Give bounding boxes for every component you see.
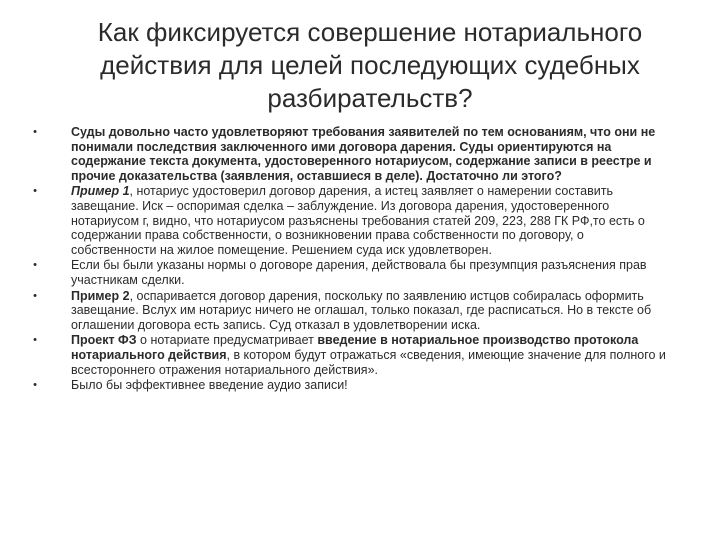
bullet-text: Суды довольно часто удовлетворяют требования заявителей по тем основаниям, что они не понимали последствия заключенного ими договора дарения. Суды ориентируются на содержание текста документа, удостоверенного нотариусом, содержание записи в реестре и прочие доказательства (заявления, оставшиеся в деле). Достаточно ли этого? — [71, 125, 656, 183]
bullet-dot-icon: • — [33, 334, 37, 347]
example-label: Пример 2 — [71, 288, 130, 303]
bullet-dot-icon: • — [33, 379, 37, 392]
bullet-text: , оспаривается договор дарения, поскольку по заявлению истцов собиралась оформить завещание. Вслух им нотариус ничего не оглашал, только показал, где расписаться. Но в тексте об оглашении договора есть запись. Суд отказал в удовлетворении иска. — [71, 288, 652, 332]
emphasized-text: введение в нотариальное производство протокола нотариального действия — [71, 333, 639, 362]
bullet-text: о нотариате предусматривает — [136, 333, 318, 348]
bullet-item — [30, 378, 670, 393]
bullet-text: , в котором будут отражаться «сведения, имеющие значение для полного и всестороннего отражения нотариального действия». — [71, 347, 666, 377]
bullet-item — [30, 125, 670, 183]
bullet-text: Если бы были указаны нормы о договоре дарения, действовала бы презумпция разъяснения прав участникам сделки. — [71, 258, 647, 287]
bullet-dot-icon: • — [33, 185, 37, 198]
bullet-text: , нотариус удостоверил договор дарения, а истец заявляет о намерении составить завещание. Иск – оспоримая сделка – заблуждение. Из договора дарения, удостоверенного нотариусом г, видно, что нотариусом разъяснены требования статей 209, 223, 288 ГК РФ,то есть о содержании права собственности, о возникновении права собственности по договору, о собственности на жилое помещение. Решением суда иск удовлетворен. — [71, 184, 645, 257]
bullet-dot-icon: • — [33, 289, 37, 302]
bullet-text: Было бы эффективнее введение аудио записи! — [71, 378, 348, 393]
bullet-item — [30, 333, 670, 377]
law-draft-label: Проект ФЗ — [71, 333, 137, 348]
slide-title: Как фиксируется совершение нотариального действия для целей последующих судебных разбирательств? — [97, 17, 643, 113]
example-label: Пример 1 — [71, 184, 130, 199]
bullet-item — [30, 184, 670, 257]
bullet-item — [30, 258, 670, 287]
bullet-dot-icon: • — [33, 259, 37, 272]
bullet-dot-icon: • — [33, 126, 37, 138]
bullet-list — [30, 125, 670, 394]
bullet-item — [30, 289, 670, 333]
